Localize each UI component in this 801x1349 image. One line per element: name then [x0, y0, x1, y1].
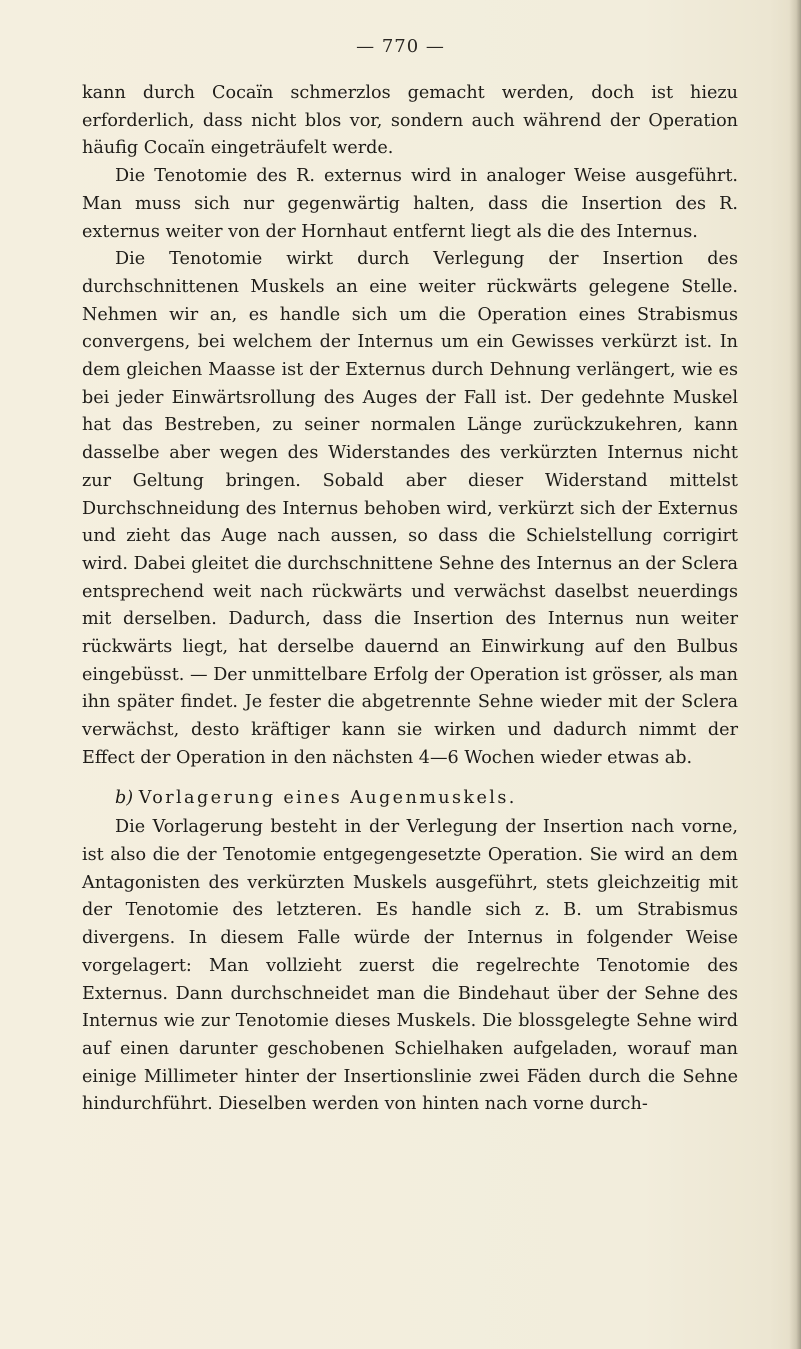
- paragraph-tenotomie-externus: Die Tenotomie des R. externus wird in analoger Weise ausgeführt. Man muss sich nur gegenwärtig halten, dass die Insertion des R. externus weiter von der Hornhaut entfernt liegt als die des Internus.: [82, 166, 738, 242]
- paragraph-vorlagerung: Die Vorlagerung besteht in der Verlegung der Insertion nach vorne, ist also die der Tenotomie entgegengesetzte Operation. Sie wird an dem Antagonisten des verkürzten Muskels ausgeführt, stets gleichzeitig mit der Tenotomie des letzteren. Es handle sich z. B. um Strabismus divergens. In diesem Falle würde der Internus in folgender Weise vorgelagert: Man vollzieht zuerst die regelrechte Tenotomie des Externus. Dann durchschneidet man die Bindehaut über der Sehne des Internus wie zur Tenotomie dieses Muskels. Die blossgelegte Sehne wird auf einen darunter geschobenen Schielhaken aufgeladen, worauf man einige Millimeter hinter der Insertionslinie zwei Fäden durch die Sehne hindurchführt. Dieselben werden von hinten nach vorne durch-: [82, 817, 738, 1115]
- page-edge-shadow: [789, 0, 801, 1349]
- section-title: Vorlagerung eines Augenmuskels.: [138, 787, 517, 808]
- page-number: — 770 —: [356, 36, 445, 57]
- section-heading: [82, 785, 738, 813]
- paragraph-continuation: kann durch Cocaïn schmerzlos gemacht werden, doch ist hiezu erforderlich, dass nicht blos vor, sondern auch während der Operation häufig Cocaïn eingeträufelt werde.: [82, 83, 738, 159]
- section-letter: b): [115, 787, 134, 808]
- paragraph-tenotomie-wirkung: Die Tenotomie wirkt durch Verlegung der Insertion des durchschnittenen Muskels an eine weiter rückwärts gelegene Stelle. Nehmen wir an, es handle sich um die Operation eines Strabismus convergens, bei welchem der Internus um ein Gewisses verkürzt ist. In dem gleichen Maasse ist der Externus durch Dehnung verlängert, wie es bei jeder Einwärtsrollung des Auges der Fall ist. Der gedehnte Muskel hat das Bestreben, zu seiner normalen Länge zurückzukehren, kann dasselbe aber wegen des Widerstandes des verkürzten Internus nicht zur Geltung bringen. Sobald aber dieser Widerstand mittelst Durchschneidung des Internus behoben wird, verkürzt sich der Externus und zieht das Auge nach aussen, so dass die Schielstellung corrigirt wird. Dabei gleitet die durchschnittene Sehne des Internus an der Sclera entsprechend weit nach rückwärts und verwächst daselbst neuerdings mit derselben. Dadurch, dass die Insertion des Internus nun weiter rückwärts liegt, hat derselbe dauernd an Einwirkung auf den Bulbus eingebüsst. — Der unmittelbare Erfolg der Operation ist grösser, als man ihn später findet. Je fester die abgetrennte Sehne wieder mit der Sclera verwächst, desto kräftiger kann sie wirken und dadurch nimmt der Effect der Operation in den nächsten 4—6 Wochen wieder etwas ab.: [82, 249, 738, 768]
- body-text: [82, 80, 738, 1119]
